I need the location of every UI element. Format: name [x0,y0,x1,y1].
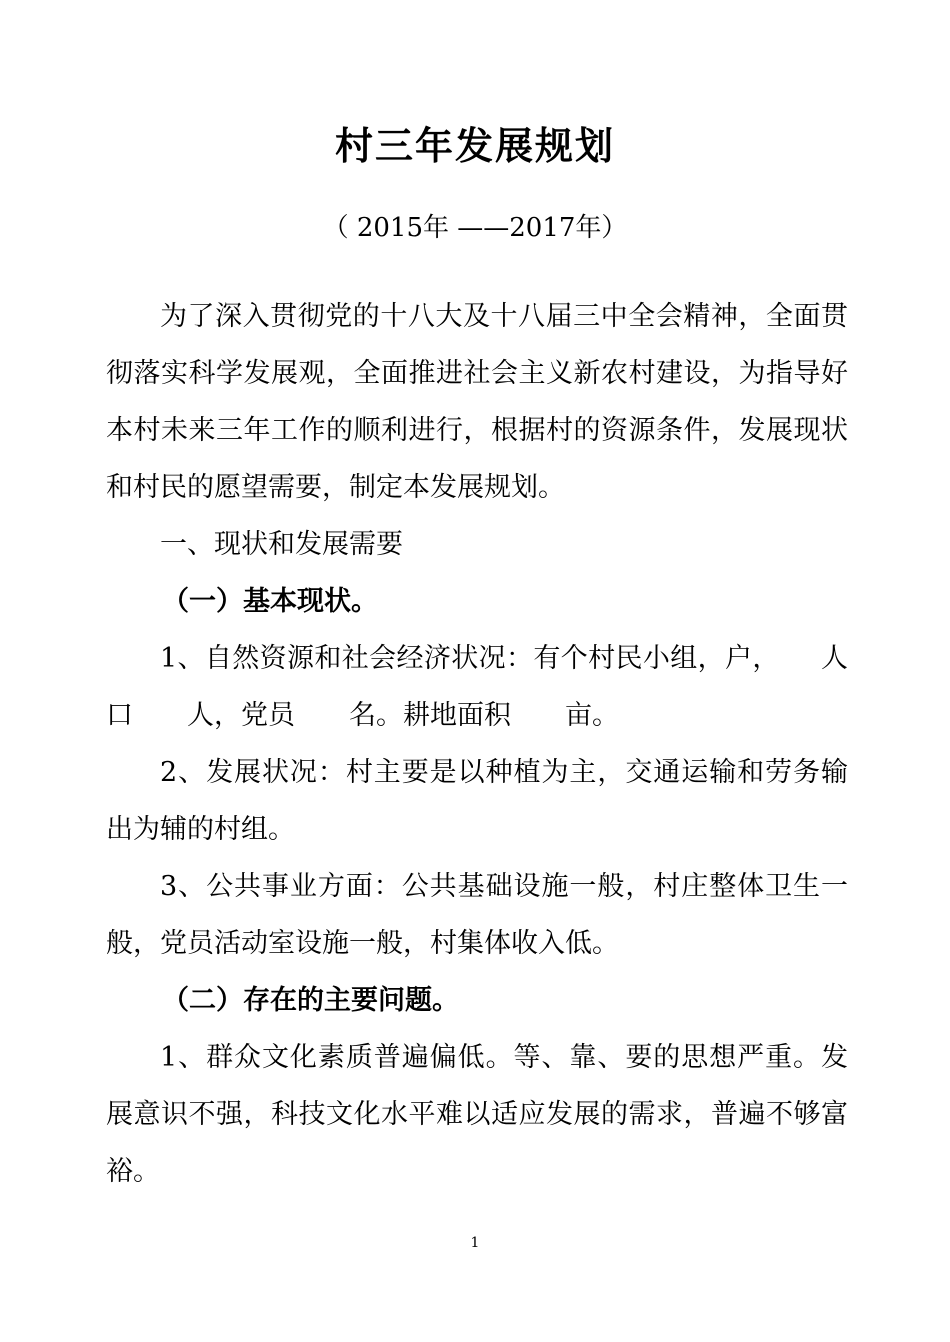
paragraph-natural-resources: 1、自然资源和社会经济状况：有个村民小组，户， 人口 人，党员 名。耕地面积 亩。 [106,643,848,731]
paragraph-problem-1: 1、群众文化素质普遍偏低。等、靠、要的思想严重。发展意识不强，科技文化水平难以适应发展的需求，普遍不够富裕。 [106,1042,848,1187]
paragraph-development-status: 2、发展状况：村主要是以种植为主，交通运输和劳务输出为辅的村组。 [106,757,848,845]
document-subtitle: （ 2015年 ——2017年） [322,213,628,243]
subsection-heading-basic-status: （一）基本现状。 [162,586,378,617]
section-heading-1: 一、现状和发展需要 [160,529,403,560]
paragraph-public-affairs: 3、公共事业方面：公共基础设施一般，村庄整体卫生一般，党员活动室设施一般，村集体收入低。 [106,871,848,959]
page-number: 1 [470,1235,480,1251]
document-body [106,288,848,1200]
subsection-heading-main-problems: （二）存在的主要问题。 [162,985,459,1016]
document-title: 村三年发展规划 [334,123,615,168]
intro-paragraph: 为了深入贯彻党的十八大及十八届三中全会精神，全面贯彻落实科学发展观，全面推进社会主义新农村建设，为指导好本村未来三年工作的顺利进行，根据村的资源条件，发展现状和村民的愿望需要，制定本发展规划。 [106,301,848,503]
